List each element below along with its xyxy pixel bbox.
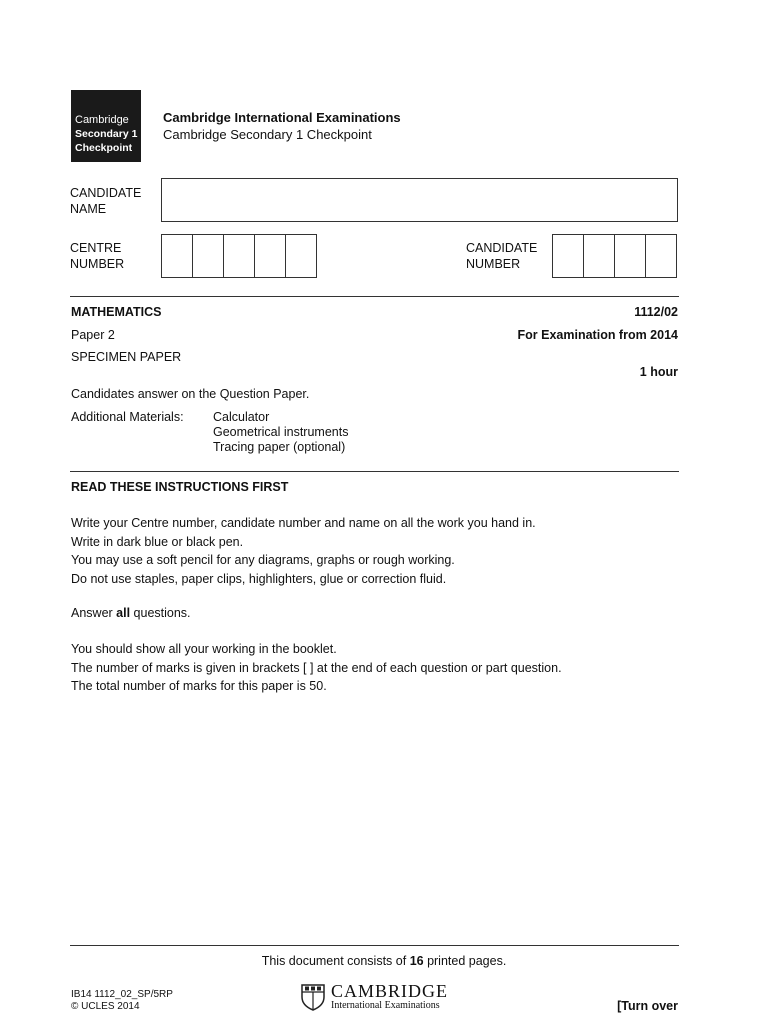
answer-on-note: Candidates answer on the Question Paper. [71,387,310,401]
programme-title: Cambridge Secondary 1 Checkpoint [163,127,372,142]
candidate-number-field[interactable] [552,234,677,278]
digit-box[interactable] [193,235,224,277]
digit-box[interactable] [162,235,193,277]
paper-number: Paper 2 [71,328,115,342]
divider [70,471,679,472]
digit-box[interactable] [615,235,646,277]
digit-box[interactable] [224,235,255,277]
candidate-name-field[interactable] [161,178,678,222]
logo-line-1: Cambridge [75,114,129,126]
additional-materials-list: Calculator Geometrical instruments Tracing paper (optional) [213,410,349,454]
logo-line-2: Secondary 1 [75,128,138,140]
duration: 1 hour [639,365,678,379]
centre-number-label: CENTRE NUMBER [70,241,125,271]
exam-from: For Examination from 2014 [517,328,678,342]
brand-subtitle: International Examinations [331,1000,440,1011]
digit-box[interactable] [646,235,676,277]
instructions-block-1: Write your Centre number, candidate number and name on all the work you hand in. Write in dark blue or black pen. You may use a soft pencil for any diagrams, graphs or rough working. Do not use staples, paper clips, highlighters, glue or correction fluid. [71,516,536,586]
page-count-note: This document consists of 16 printed pages. [261,954,507,968]
turn-over: [Turn over [617,999,678,1013]
brand-name: CAMBRIDGE [331,981,449,1001]
centre-number-field[interactable] [161,234,317,278]
footer-divider [70,945,679,946]
org-title: Cambridge International Examinations [163,110,401,125]
subject: MATHEMATICS [71,305,162,319]
additional-materials-label: Additional Materials: [71,410,184,424]
answer-all-note: Answer all questions. [71,606,191,620]
digit-box[interactable] [255,235,286,277]
paper-code: 1112/02 [634,305,678,319]
document-reference: IB14 1112_02_SP/5RP © UCLES 2014 [71,989,173,1012]
divider [70,296,679,297]
cambridge-checkpoint-logo [71,90,141,162]
digit-box[interactable] [553,235,584,277]
digit-box[interactable] [286,235,316,277]
digit-box[interactable] [584,235,615,277]
instructions-heading: READ THESE INSTRUCTIONS FIRST [71,480,289,494]
logo-line-3: Checkpoint [75,142,133,154]
paper-type: SPECIMEN PAPER [71,350,182,364]
cambridge-footer-logo [300,982,448,1011]
candidate-number-label: CANDIDATE NUMBER [466,241,538,271]
instructions-block-2: You should show all your working in the booklet. The number of marks is given in brackets [ ] at the end of each question or part question. The total number of marks for this paper is 50. [71,642,562,693]
candidate-name-label: CANDIDATE NAME [70,186,142,216]
shield-icon [300,983,326,1011]
